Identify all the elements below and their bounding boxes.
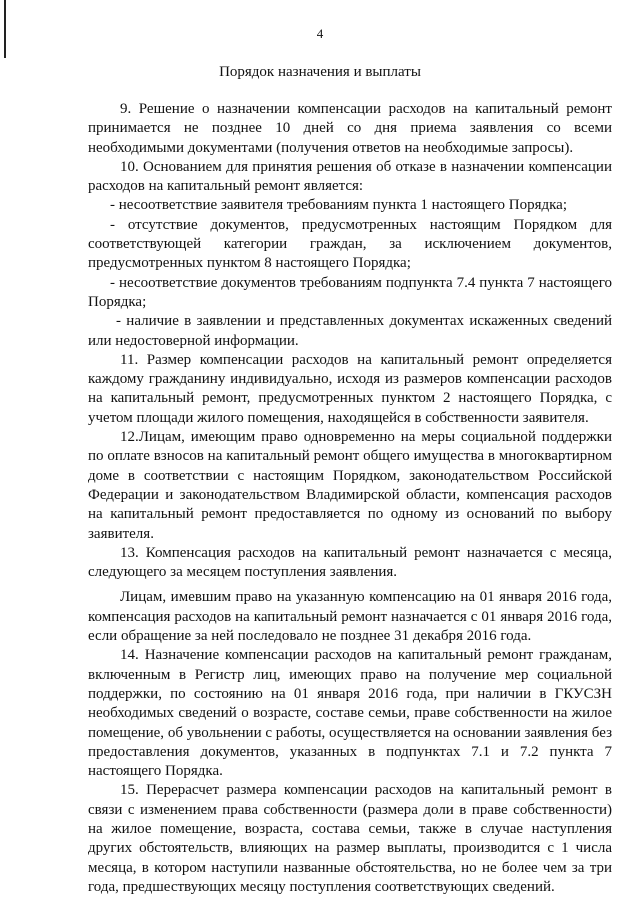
paragraph-13-continuation: Лицам, имевшим право на указанную компенсацию на 01 января 2016 года, компенсация расходов на капитальный ремонт назначается с 01 января 2016 года, если обращение за ней последовало не позднее 31 декабря 2016 года. bbox=[88, 589, 612, 645]
paragraph-10: 10. Основанием для принятия решения об отказе в назначении компенсации расходов на капитальный ремонт является: bbox=[88, 158, 612, 195]
paragraph-13: 13. Компенсация расходов на капитальный ремонт назначается с месяца, следующего за месяцем поступления заявления. bbox=[88, 544, 612, 581]
paragraph-12: 12.Лицам, имеющим право одновременно на меры социальной поддержки по оплате взносов на капитальный ремонт общего имущества в многоквартирном доме в соответствии с настоящим Порядком, законодательством Российской Федерации и законодательством Владимирской области, компенсация расходов на капитальный ремонт предоставляется по одному из оснований по выбору заявителя. bbox=[88, 429, 612, 542]
paragraph-10-item-3: - несоответствие документов требованиям подпункта 7.4 пункта 7 настоящего Порядка; bbox=[88, 274, 612, 310]
paragraph-15: 15. Перерасчет размера компенсации расходов на капитальный ремонт в связи с изменением права собственности (размера доли в праве собственности) на жилое помещение, возраста, состава семьи, также в случае наступления других обстоятельств, влияющих на размер выплаты, производится с 1 числа месяца, в котором наступили названные обстоятельства, но не более чем за три года, предшествующих месяцу поступления соответствующих сведений. bbox=[88, 782, 612, 895]
document-body bbox=[88, 100, 612, 897]
paragraph-10-item-4: - наличие в заявлении и представленных документах искаженных сведений или недостоверной информации. bbox=[88, 313, 612, 349]
section-title: Порядок назначения и выплаты bbox=[219, 64, 421, 80]
paragraph-14: 14. Назначение компенсации расходов на капитальный ремонт гражданам, включенным в Регистр лиц, имеющих право на получение мер социальной поддержки, по состоянию на 01 января 2016 года, при наличии в ГКУСЗН необходимых сведений о возрасте, составе семьи, праве собственности на жилое помещение, об увольнении с работы, осуществляется на основании заявления без предоставления документов, указанных в подпунктах 7.1 и 7.2 пункта 7 настоящего Порядка. bbox=[88, 647, 612, 780]
paragraph-9: 9. Решение о назначении компенсации расходов на капитальный ремонт принимается не позднее 10 дней со дня приема заявления со всеми необходимыми документами (получения ответов на необходимые запросы). bbox=[88, 101, 612, 156]
page-number: 4 bbox=[316, 26, 324, 41]
paragraph-11: 11. Размер компенсации расходов на капитальный ремонт определяется каждому гражданину индивидуально, исходя из размеров компенсации расходов на капитальный ремонт, предусмотренных пунктом 2 настоящего Порядка, с учетом площади жилого помещения, находящейся в собственности заявителя. bbox=[88, 351, 612, 426]
paragraph-10-item-1: - несоответствие заявителя требованиям пункта 1 настоящего Порядка; bbox=[110, 197, 567, 214]
paragraph-10-item-2: - отсутствие документов, предусмотренных настоящим Порядком для соответствующей категории граждан, за исключением документов, предусмотренных пунктом 8 настоящего Порядка; bbox=[88, 216, 612, 272]
